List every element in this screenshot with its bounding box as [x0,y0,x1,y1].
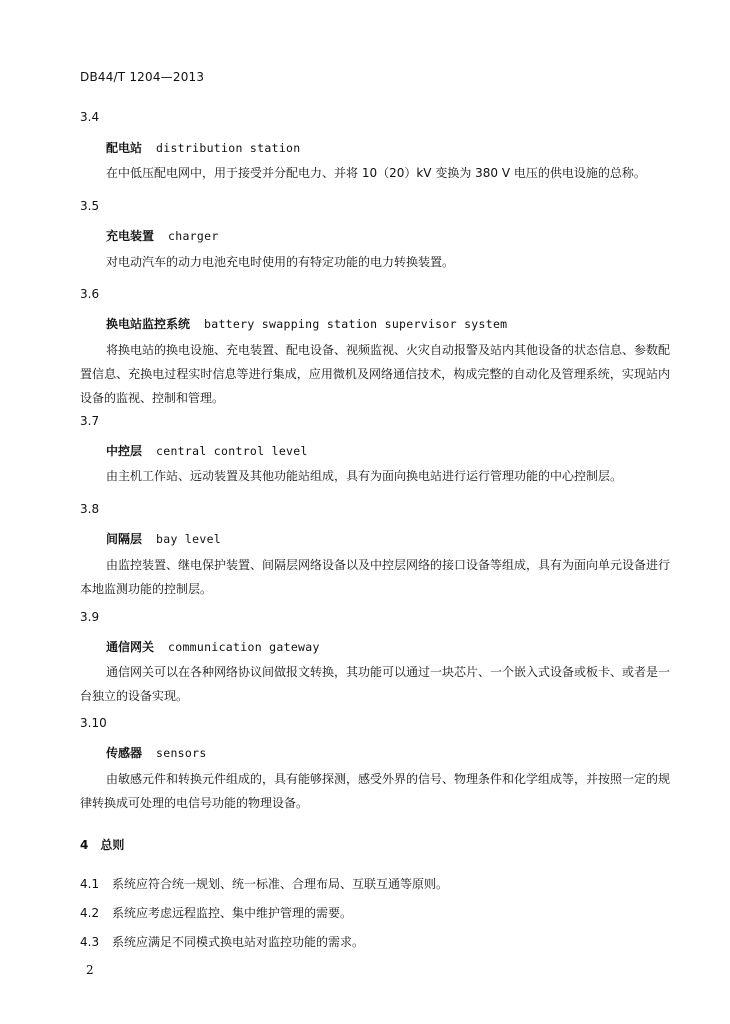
clause-number: 4.1 [80,877,100,891]
term-name-en: battery swapping station supervisor system [204,317,508,331]
term-name-zh: 配电站 [106,141,143,155]
term-name-en: charger [168,229,219,243]
term-heading [106,227,219,244]
term-number: 3.9 [80,610,100,624]
clause-number: 4.2 [80,906,100,920]
term-number: 3.8 [80,502,100,516]
clause-text: 系统应符合统一规划、统一标准、合理布局、互联互通等原则。 [112,877,449,891]
term-number: 3.5 [80,199,100,213]
term-name-zh: 中控层 [106,444,143,458]
clause-number: 4.3 [80,935,100,949]
term-heading [106,530,221,547]
clause-text: 系统应考虑远程监控、集中维护管理的需要。 [112,906,353,920]
clause-text: 系统应满足不同模式换电站对监控功能的需求。 [112,935,365,949]
section-heading [80,836,124,853]
term-heading [106,638,320,655]
term-definition: 对电动汽车的动力电池充电时使用的有特定功能的电力转换装置。 [106,255,455,269]
term-heading [106,315,507,332]
page-number: 2 [86,963,94,977]
term-name-zh: 传感器 [106,746,143,760]
term-number: 3.7 [80,414,100,428]
term-definition: 由敏感元件和转换元件组成的，具有能够探测，感受外界的信号、物理条件和化学组成等，并按照一定的规律转换成可处理的电信号功能的物理设备。 [80,772,671,810]
term-name-en: communication gateway [168,640,320,654]
term-name-en: central control level [156,444,308,458]
section-number: 4 [80,838,89,852]
term-definition: 将换电站的换电设施、充电装置、配电设备、视频监视、火灾自动报警及站内其他设备的状态信息、参数配置信息、充换电过程实时信息等进行集成，应用微机及网络通信技术，构成完整的自动化及管理系统，实现站内设备的监视、控制和管理。 [80,343,671,405]
term-name-zh: 充电装置 [106,229,155,243]
term-heading [106,744,207,761]
clause [80,904,352,921]
term-name-en: distribution station [156,141,301,155]
clause [80,933,364,950]
section-title: 总则 [100,838,125,852]
term-heading [106,442,308,459]
term-name-en: bay level [156,532,222,546]
clause [80,875,448,892]
term-number: 3.6 [80,287,100,301]
term-definition: 由监控装置、继电保护装置、间隔层网络设备以及中控层网络的接口设备等组成，具有为面向单元设备进行本地监测功能的控制层。 [80,558,671,596]
term-name-zh: 换电站监控系统 [106,317,191,331]
term-definition: 通信网关可以在各种网络协议间做报文转换，其功能可以通过一块芯片、一个嵌入式设备或板卡、或者是一台独立的设备实现。 [80,665,671,703]
standard-code-header: DB44/T 1204—2013 [80,70,205,84]
term-number: 3.4 [80,110,100,124]
term-definition: 由主机工作站、远动装置及其他功能站组成，具有为面向换电站进行运行管理功能的中心控制层。 [106,469,623,483]
term-name-zh: 间隔层 [106,532,143,546]
term-number: 3.10 [80,716,107,730]
term-name-en: sensors [156,746,207,760]
term-name-zh: 通信网关 [106,640,155,654]
term-definition: 在中低压配电网中，用于接受并分配电力、并将 10（20）kV 变换为 380 V 电压的供电设施的总称。 [106,166,646,180]
term-heading [106,139,301,156]
